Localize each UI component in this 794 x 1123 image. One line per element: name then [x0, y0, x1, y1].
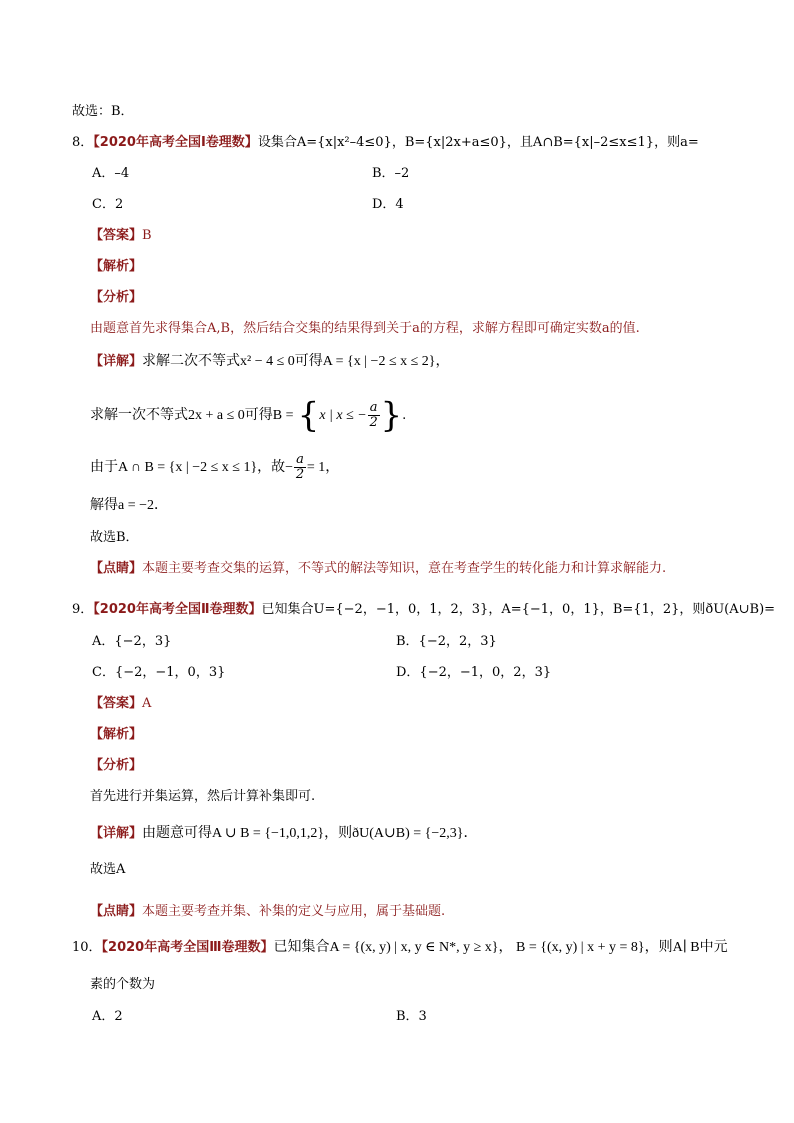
detail-text: 由题意可得A ∪ B = {−1,0,1,2}，则ðU(A∪B) = {−2,3}． [142, 826, 478, 841]
answer-value: A [142, 696, 152, 711]
question-10-stem-cont: 素的个数为 [90, 977, 156, 992]
answer-line [90, 696, 151, 712]
option-a: A．{−2，3} [92, 634, 172, 649]
option-b: B．–2 [372, 166, 410, 181]
right-brace: } [380, 395, 403, 436]
analysis-tag: 【解析】 [90, 727, 143, 742]
detail-line-1 [90, 354, 450, 370]
comment-line [90, 904, 445, 920]
detail-tag: 【详解】 [90, 826, 143, 841]
fraction-2 [294, 453, 306, 482]
conclusion: 故选A [90, 862, 126, 877]
fraction-2-numerator: a [296, 452, 304, 467]
period: . [402, 408, 407, 423]
comment-tag: 【点睛】 [90, 904, 143, 919]
question-source: 【2020年高考全国Ⅱ卷理数】 [93, 602, 262, 617]
fraction-2-denominator: 2 [295, 467, 305, 482]
comment-text: 本题主要考查交集的运算，不等式的解法等知识，意在考查学生的转化能力和计算求解能力. [142, 561, 667, 576]
top-answer: 故选：B． [72, 104, 134, 119]
option-c: C．{−2，−1，0，3} [92, 665, 226, 680]
detail-line [90, 826, 478, 842]
comment-tag: 【点睛】 [90, 561, 143, 576]
detail-line-4: 解得a = −2． [90, 498, 169, 513]
analysis-tag: 【解析】 [90, 259, 143, 274]
detail-text-2: 求解一次不等式2x + a ≤ 0可得B = [90, 408, 294, 423]
question-10-stem [72, 940, 728, 956]
left-brace: { [297, 395, 320, 436]
question-source: 【2020年高考全国Ⅰ卷理数】 [93, 135, 258, 150]
fenxi-text: 首先进行并集运算，然后计算补集即可. [90, 789, 316, 804]
fraction-denominator: 2 [369, 415, 378, 430]
set-condition: x | x ≤ − [319, 408, 367, 423]
answer-line [90, 228, 152, 244]
fenxi-tag: 【分析】 [90, 758, 143, 773]
detail-line-2 [90, 396, 406, 436]
question-source: 【2020年高考全国Ⅲ卷理数】 [101, 940, 274, 955]
detail-tag: 【详解】 [90, 354, 143, 369]
fraction [368, 401, 380, 430]
option-b: B．{−2，2，3} [396, 634, 497, 649]
comment-line [90, 561, 666, 577]
question-9-stem [72, 602, 775, 618]
fenxi-tag: 【分析】 [90, 290, 143, 305]
detail-text-1: 求解二次不等式x² − 4 ≤ 0可得A = {x | −2 ≤ x ≤ 2}， [142, 354, 450, 369]
detail-line-3 [90, 452, 339, 484]
question-number: 9． [72, 602, 94, 617]
question-number: 10． [72, 940, 102, 955]
fenxi-text: 由题意首先求得集合A,B，然后结合交集的结果得到关于a的方程，求解方程即可确定实数a的值. [90, 321, 640, 336]
option-b: B．3 [396, 1009, 427, 1024]
question-number: 8． [72, 135, 94, 150]
conclusion: 故选B． [90, 530, 139, 545]
detail-text-3-post: = 1， [306, 460, 340, 475]
fraction-numerator: a [369, 400, 378, 415]
answer-tag: 【答案】 [90, 696, 143, 711]
option-d: D．{−2，−1，0，2，3} [396, 665, 552, 680]
answer-tag: 【答案】 [90, 228, 143, 243]
option-d: D．4 [372, 197, 404, 212]
option-a: A．–4 [92, 166, 130, 181]
question-text: 设集合A={x|x²–4≤0}，B={x|2x+a≤0}，且A∩B={x|–2≤x≤1}，则a= [257, 135, 699, 150]
option-c: C．2 [92, 197, 124, 212]
question-8-stem [72, 135, 699, 151]
detail-text-3: 由于A ∩ B = {x | −2 ≤ x ≤ 1}，故− [90, 460, 294, 475]
option-a: A．2 [92, 1009, 123, 1024]
question-text: 已知集合A = {(x, y) | x, y ∈ N*, y ≥ x}， B = {(x, y) | x + y = 8}，则A∣ B中元 [273, 940, 728, 955]
answer-value: B [142, 228, 152, 243]
comment-text: 本题主要考查并集、补集的定义与应用，属于基础题. [142, 904, 446, 919]
question-text: 已知集合U={−2，−1，0，1，2，3}，A={−1，0，1}，B={1，2}，则ðU(A∪B)= [261, 602, 776, 617]
